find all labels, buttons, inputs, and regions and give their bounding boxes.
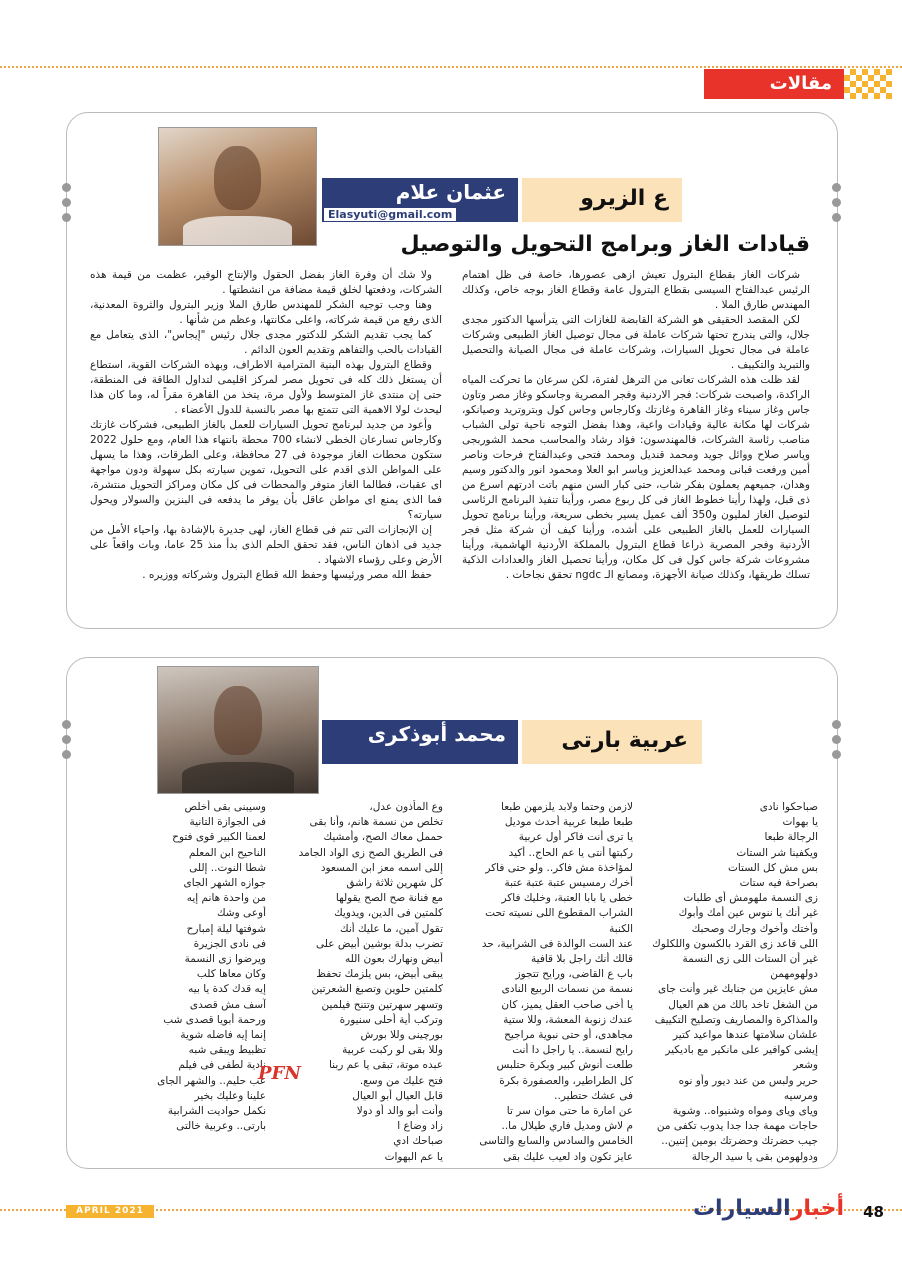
poem-line: كل شهرين ثلاثة راشق	[346, 877, 443, 890]
author-name: عثمان علام	[395, 180, 506, 204]
poem-line: فتح عليك من وسع.	[359, 1074, 443, 1087]
poem-line: عن امارة ما حتى موان سر تا	[506, 1105, 633, 1118]
right-dots	[832, 720, 842, 765]
logo-part-1: أخبار	[790, 1196, 844, 1221]
poem-line: دولهومهمن	[770, 968, 818, 981]
poem-line: ورحمة أبويا قصدى شب	[163, 1013, 266, 1026]
poem-line: خطى يا بابا العتبة، وخليك فاكر	[501, 892, 633, 905]
top-dotted-rule	[0, 66, 902, 68]
poem-line: م لاش ومديل فاري طيلال ما..	[501, 1120, 633, 1133]
poem-line: شوفتها ليلة إمبارح	[186, 922, 266, 935]
poem-line: عندك زنوبة المعشة، وللا ستية	[503, 1013, 633, 1026]
poem-line: بارتى.. وعربية خالتى	[176, 1120, 266, 1133]
logo-part-2: السيارات	[692, 1196, 791, 1221]
poem-line: صباحكوا نادى	[759, 801, 818, 813]
paragraph: لكن المقصد الحقيقى هو الشركة القابضة للغازات التى يترأسها الدكتور مجدى جلال، والتى يندرج تحتها شركات عاملة فى مجال توصيل الغاز الطبيعى وشركات عاملة فى مجال تحويل السيارات، وشركات عاملة فى مجال الصيانة والتحصيل والتبريد والتكييف .	[462, 314, 810, 371]
poem-line: وللا بقى لو ركبت عربية	[342, 1044, 443, 1057]
poem-line: غير أنك يا ننوس عين أمك وأبوك	[678, 907, 818, 920]
article-column-left	[90, 268, 442, 583]
poem-line: إنما إيه فاضله شوية	[180, 1029, 266, 1042]
column-name: ع الزيرو	[580, 186, 668, 211]
poem-line: الرجالة طبعا	[764, 831, 818, 844]
poem-line: زى النسمة ملهومش أى طلبات	[683, 892, 818, 905]
issue-date: APRIL 2021	[66, 1205, 154, 1218]
paragraph: كما يجب تقديم الشكر للدكتور مجدى جلال رئيس "إيجاس"، الذى يتعامل مع القيادات بالحب والتفاهم وتقديم العون الدائم .	[90, 329, 442, 356]
poem-line: جيب حضرتك وحضرتك بومين إتنين..	[661, 1135, 818, 1148]
poem-line: علينا وعليك بخير	[194, 1089, 266, 1102]
poem-line: يا عم البهوات	[384, 1150, 443, 1163]
left-dots	[62, 183, 72, 228]
poem-line: كل الطراطير، والعصفورة بكرة	[499, 1074, 633, 1087]
poem-line: فى نادى الجزيرة	[193, 937, 266, 950]
poem-line: من الشغل تاخد بالك من هم العيال	[668, 998, 818, 1011]
poem-line: لمؤاخذة مش فاكر.. ولو حتى فاكر	[485, 861, 633, 874]
section-label: مقالات	[704, 69, 844, 99]
article-column-right	[462, 268, 810, 583]
poem-line: نسمة من نسمات الربيع النادى	[501, 983, 633, 996]
poem-line: لازمن وحتما ولابد يلزمهن طبعا	[501, 801, 633, 813]
poem-line: لعمنا الكبير قوى فتوح	[172, 831, 266, 844]
poem-line: تخلص من نسمة هانم، وأنا بقى	[309, 816, 443, 829]
poem-line: طبعا طبعا عربية أحدث موديل	[504, 816, 633, 829]
paragraph: شركات الغاز بقطاع البترول تعيش ازهى عصورها، خاصة فى ظل اهتمام الرئيس عبدالفتاح السيسى بقطاع البترول عامة وقطاع الغاز بوجه خاص، وكذلك المهندس طارق الملا .	[462, 269, 810, 311]
poem-line: تضرب بدلة بوشين أبيض على	[316, 937, 443, 950]
poem-line: ركبتها أنتى يا عم الحاج.. أكيد	[508, 846, 633, 859]
poem-line: أخرك رمسيس عتبة عتبة عتبة	[504, 877, 633, 890]
poem-line: حاجات مهمة جدا جدا يدوب تكفى من	[656, 1120, 818, 1133]
poem-line: الشراب المقطوع اللى نسيته تحت	[485, 907, 633, 920]
poem-line: بس مش كل الستات	[727, 861, 818, 874]
paragraph: وهنا وجب توجيه الشكر للمهندس طارق الملا وزير البترول والثروة المعدنية، الذى رفع من قيمة شركاته، واعلى مكانتها، وعظم من شأنها .	[90, 299, 442, 326]
poem-line: تقول آمين، ما عليك أنك	[339, 922, 443, 935]
paragraph: حفظ الله مصر ورئيسها وحفظ الله قطاع البترول وشركاته ووزيره .	[142, 569, 432, 581]
poem-line: حممل معاك الصح، وأمشيك	[323, 831, 443, 844]
poem-line: كلمتين حلوين وتصبغ الشعرتين	[311, 983, 443, 996]
magazine-logo	[693, 1196, 844, 1221]
poem-line: مجاهدى، أو حتى نبوية مراجيح	[504, 1029, 633, 1042]
poem-line: كلمتين فى الدين، ويدويك	[334, 907, 443, 920]
poem-line: نادية لطفى فى فيلم	[178, 1059, 266, 1072]
poem-column-4	[90, 800, 266, 1134]
paragraph: وقطاع البترول بهذه البنية المترامية الاطراف، وبهذه الشركات القوية، استطاع أن يستغل ذلك كله فى تحويل مصر لمركز اقليمى لتداول الطاقة فى المنطقة، حتى إن منتدى غاز المتوسط ولأول مرة، يتخذ من القاهرة مقراً له، وما كان هذا ليحدث لولا الاهمية التى تتمتع بها مصر بالنسبة للدول الأعضاء .	[90, 359, 442, 416]
poem-line: وتركب أية أحلى سنيورة	[339, 1013, 443, 1026]
poem-line: والمذاكرة والمصاريف وتصليح التكييف	[654, 1013, 818, 1026]
poem-line: علشان سلامتها عندها مواعيد كتير	[673, 1029, 818, 1042]
column-band	[522, 178, 682, 222]
poem-line: إيشى كوافير على مانكير مع باديكير	[665, 1044, 818, 1057]
poem-line: عبده موتة، تبقى يا عم ربنا	[328, 1059, 443, 1072]
poem-line: حرير ولبس من عند ديور وأو نوه	[678, 1074, 818, 1087]
right-dots	[832, 183, 842, 228]
poem-line: مع فنانة صح الصح يقولها	[335, 892, 443, 905]
poem-line: جوازه الشهر الجاى	[183, 877, 266, 890]
poem-line: يا ترى أنت فاكر أول عربية	[518, 831, 633, 844]
poem-line: نكمل حواديت الشرابية	[167, 1105, 266, 1118]
poem-line: وكان معاها كلب	[196, 968, 266, 981]
paragraph: ولا شك أن وفرة الغاز بفضل الحقول والإنتاج الوفير، عظمت من قيمة هذه الشركات، ودفعتها لخلق قيمة مضافة من انشطتها .	[90, 269, 442, 296]
poem-line: ودولهومن بقى يا سيد الرجالة	[691, 1150, 818, 1163]
poem-line: من واحدة هانم إيه	[186, 892, 266, 905]
poem-line: وأنت أبو والد أو دولا	[356, 1105, 443, 1118]
poem-line: زاد وضاع ا	[397, 1120, 443, 1133]
poem-line: يا أخى صاحب العقل يميز، كان	[501, 998, 633, 1011]
poem-line: فى الجوازة التانية	[189, 816, 266, 829]
poem-line: إيه قدك كدة يا بيه	[188, 983, 266, 996]
poem-line: يا بهوات	[782, 816, 818, 829]
poem-line: وشعر	[793, 1059, 818, 1072]
poem-line: عند الست الوالدة فى الشرابية، حد	[481, 937, 633, 950]
poem-line: بصراحة فيه ستات	[739, 877, 818, 890]
author-email: Elasyuti@gmail.com	[324, 208, 456, 221]
poem-line: وع المأذون عدل،	[369, 801, 443, 813]
poem-line: الناحيح ابن المعلم	[188, 846, 266, 859]
poem-line: وياى وياى ومواه وشنيواه.. وشوية	[672, 1105, 818, 1118]
poem-column-3	[283, 800, 443, 1165]
author-photo	[158, 127, 317, 246]
poem-line: أبيض ونهارك بعون الله	[345, 953, 443, 966]
poem-line: باب ع القاضى، ورايح تتجوز	[515, 968, 633, 981]
poem-line: ومرسيه	[783, 1089, 818, 1102]
poem-column-2	[455, 800, 633, 1165]
poem-line: عب حليم.. والشهر الجاى	[157, 1074, 266, 1087]
poem-line: فى عشك حتطير..	[554, 1089, 633, 1102]
author-bar	[322, 178, 518, 222]
poem-line: الكنبة	[609, 922, 633, 935]
page-number: 48	[863, 1203, 884, 1221]
poem-line: طلعت أنوش كبير وبكرة حتلبس	[496, 1059, 633, 1072]
poem-line: وسيبنى بقى أخلص	[184, 801, 266, 813]
column-name: عربية بارتى	[561, 728, 688, 753]
headline: قيادات الغاز وبرامج التحويل والتوصيل	[400, 232, 810, 257]
poem-line: فى الطريق الصح زى الواد الجامد	[298, 846, 443, 859]
pfn-logo: PFN	[258, 1063, 301, 1084]
paragraph: لقد ظلت هذه الشركات تعانى من الترهل لفترة، لكن سرعان ما تحركت المياه الراكدة، واصبحت شركات: فجر الاردنية وفجر المصرية وجاسكو وغاز مصر وتاون جاس وغاز سيناء وغاز القاهرة وغازتك وكارجاس وجاس كول وبتروتريد وصيانكو، شركات لها مكانة عالية وقيادات واعية، وهذا بفضل التوجه ناحية تولى الشباب مناصب رئاسة الشركات، فالمهندسون: فؤاد رشاد والمحاسب محمد الشوربجى وياسر صلاح ووائل جويد ومحمد قنديل ومحمد فتحى وعبدالفتاح فرحات وناصر أمين ورفعت قبانى ومحمد عبدالعزيز وياسر ابو العلا ومحمود انور والدكتور وسيم وهدان، جميعهم يعملون بفكر شاب، حتى كبار السن منهم باتت ادرتهم اسرع من ذى قبل، ولهذا رأينا خطوط الغاز فى كل ربوع مصر، ورأينا تنفيذ البرنامج الرئاسى لتوصيل الغاز لمليون و350 ألف عميل يسير بخطى سريعة، ورأينا برنامج تحويل السيارات للعمل بالغاز الطبيعى على أشده، ورأينا كيف أن شركة مثل فجر الأردنية وفجر المصرية ذراعا قطاع البترول بالمملكة الأردنية الهاشمية، ورأينا مشروعات شركة جاس كول فى كل مكان، ورأينا تحصيل الغاز والعدادات الذكية تسلك طريقها، وكذلك صيانة الأجهزة، ومصانع الـ ngdc تحقق نجاحات .	[462, 374, 810, 581]
poem-line: وأختك وأخوك وجارك وصحبك	[691, 922, 818, 935]
poem-line: ويرضوا زى النسمة	[184, 953, 266, 966]
poem-line: قالك أنك راجل بلا قافية	[531, 953, 633, 966]
poem-line: ويكفينا شر الستات	[736, 846, 818, 859]
checker-flag-icon	[844, 69, 892, 99]
poem-line: رايح لنسمة.. يا راجل دا أنت	[512, 1044, 633, 1057]
poem-line: عايز تكون واد لعيب عليك بقى	[503, 1150, 633, 1163]
poem-line: الخامس والسادس والسابع والتاسى	[479, 1135, 633, 1148]
poem-line: أوعى وشك	[216, 907, 266, 920]
poem-line: اللى قاعد زى القرد بالكسون واللكلوك	[652, 937, 818, 950]
poem-line: آسف مش قصدى	[189, 998, 266, 1011]
author-photo	[157, 666, 319, 794]
author-bar	[322, 720, 518, 764]
poem-line: يبقى أبيض، بس يلزمك تحفظ	[316, 968, 443, 981]
poem-line: شطا النوت.. إللى	[189, 861, 266, 874]
poem-line: مش عايزين من جنابك غير وأنت جاى	[658, 983, 818, 996]
poem-line: بورچينى وللا بورش	[360, 1029, 443, 1042]
poem-line: غير أن الستات اللى زى النسمة	[682, 953, 818, 966]
poem-line: قابل العيال أبو العيال	[352, 1089, 443, 1102]
column-band	[522, 720, 702, 764]
poem-column-1	[646, 800, 818, 1165]
author-name: محمد أبوذكرى	[367, 722, 506, 746]
paragraph: إن الإنجازات التى تتم فى قطاع الغاز، لهى جديرة بالإشادة بها، واحياء الأمل من جديد فى اذهان الناس، فقد تحقق الحلم الذى بدأ منذ 25 عاما، وبات واقعاً على الأرض وعلى رؤساء الاشهاد .	[90, 524, 442, 566]
poem-line: تظبيط ويبقى شبه	[188, 1044, 266, 1057]
poem-line: صباحك ادي	[393, 1135, 443, 1148]
left-dots	[62, 720, 72, 765]
paragraph: وأعود من جديد لبرنامج تحويل السيارات للعمل بالغاز الطبيعى، فشركات غازتك وكارجاس تسارعان الخطى لانشاء 700 محطة بانتهاء هذا العام، ومع حلول 2022 ستكون محطات الغاز موجودة فى 27 محافظة، وعلى الطرقات، وهذا ما يسهل على المواطن الذى اقدم على التحويل، تموين سيارته بكل سهولة ودون مواجهة اى عقبات، فطالما الغاز متوفر والمحطات فى كل مكان ومراكز التحويل منتشرة، فما الذى يمنع اى مواطن عاقل بأن يوفر ما يدفعه فى البنزين والسولار ويحول سيارته؟	[90, 419, 442, 521]
poem-line: إللى اسمه معز ابن المسعود	[320, 861, 443, 874]
poem-line: وتسهر سهرتين وتتنح فيلمين	[321, 998, 443, 1011]
